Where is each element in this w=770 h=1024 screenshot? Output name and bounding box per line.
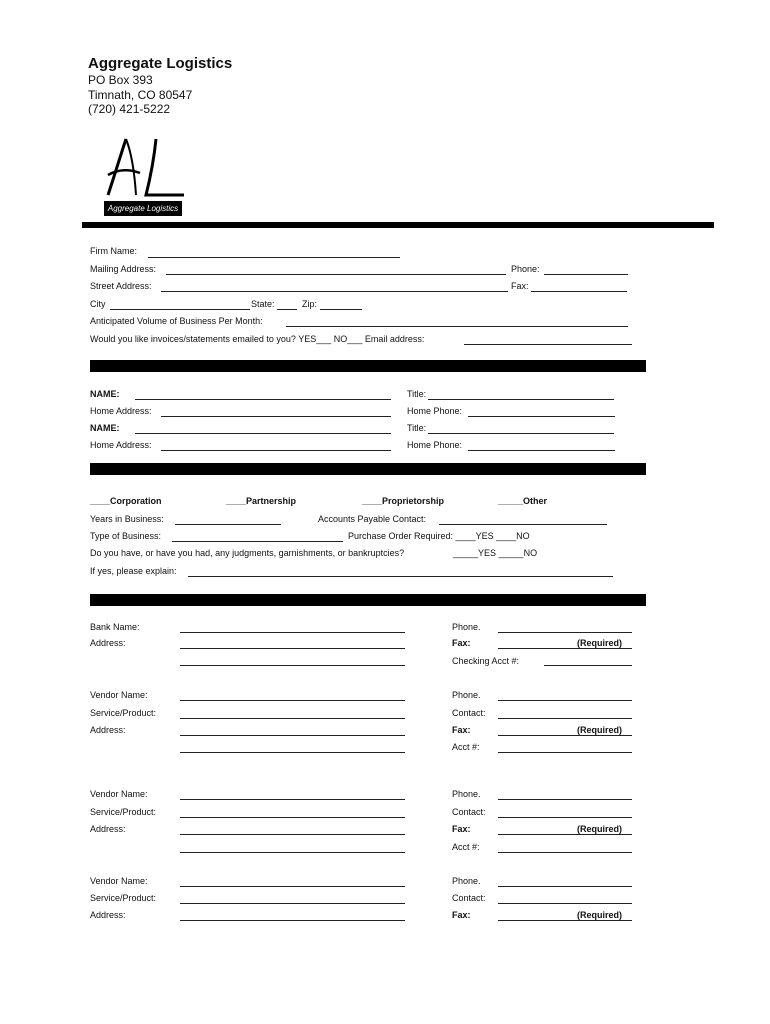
vendor-1-phone-label: Phone. [452,690,481,700]
logo-monogram-icon [104,135,184,201]
company-phone: (720) 421-5222 [88,102,171,116]
company-name: Aggregate Logistics [88,55,233,72]
company-address-line-2: Timnath, CO 80547 [88,88,193,102]
bank-fax-required: (Required) [577,638,622,648]
principal-2-home-address-label: Home Address: [90,440,152,450]
principal-2-name-label: NAME: [90,423,120,433]
mailing-address-label: Mailing Address: [90,264,157,274]
vendor-3-phone-field[interactable] [498,886,632,887]
explain-label: If yes, please explain: [90,566,177,576]
city-field[interactable] [110,309,250,310]
vendor-1-fax-label: Fax: [452,725,471,735]
corporation-option[interactable]: ____Corporation [90,496,162,506]
vendor-3-service-field[interactable] [180,903,405,904]
firm-name-field[interactable] [148,257,400,258]
company-logo [104,135,184,219]
principal-1-home-address-field[interactable] [161,416,391,417]
logo-caption: Aggregate Logistics [104,201,182,216]
company-address-line-1: PO Box 393 [88,73,153,87]
principal-1-home-address-label: Home Address: [90,406,152,416]
firm-name-label: Firm Name: [90,246,137,256]
firm-phone-label: Phone: [511,264,540,274]
bank-phone-label: Phone. [452,622,481,632]
partnership-option[interactable]: ____Partnership [226,496,297,506]
vendor-2-fax-required: (Required) [577,824,622,834]
vendor-3-name-field[interactable] [180,886,405,887]
principal-1-title-label: Title: [407,389,427,399]
section-bar-business [90,463,646,475]
vendor-2-acct-label: Acct #: [452,842,480,852]
vendor-2-name-field[interactable] [180,799,405,800]
judgments-answer[interactable]: _____YES _____NO [453,548,538,558]
vendor-2-name-label: Vendor Name: [90,789,148,799]
firm-fax-label: Fax: [511,281,529,291]
principal-1-name-field[interactable] [135,399,391,400]
email-address-field[interactable] [464,344,632,345]
city-label: City [90,299,106,309]
vendor-2-phone-field[interactable] [498,799,632,800]
vendor-1-address-field-2[interactable] [180,752,405,753]
checking-acct-field[interactable] [544,665,632,666]
vendor-2-acct-field[interactable] [498,852,632,853]
principal-2-title-field[interactable] [428,433,614,434]
proprietorship-option[interactable]: ____Proprietorship [362,496,445,506]
principal-2-home-address-field[interactable] [161,450,391,451]
checking-acct-label: Checking Acct #: [452,656,520,666]
principal-2-name-field[interactable] [135,433,391,434]
vendor-2-contact-label: Contact: [452,807,486,817]
bank-name-label: Bank Name: [90,622,140,632]
vendor-1-name-label: Vendor Name: [90,690,148,700]
vendor-3-fax-required: (Required) [577,910,622,920]
mailing-address-field[interactable] [166,274,506,275]
firm-fax-field[interactable] [531,291,627,292]
vendor-3-fax-label: Fax: [452,910,471,920]
bank-name-field[interactable] [180,632,405,633]
vendor-1-address-field-1[interactable] [180,735,405,736]
principal-2-title-label: Title: [407,423,427,433]
zip-label: Zip: [302,299,318,309]
header-divider [82,222,714,228]
vendor-1-acct-label: Acct #: [452,742,480,752]
years-in-business-label: Years in Business: [90,514,164,524]
bank-address-label: Address: [90,638,126,648]
principal-2-home-phone-field[interactable] [468,450,615,451]
vendor-3-contact-label: Contact: [452,893,486,903]
zip-field[interactable] [320,309,362,310]
vendor-1-address-label: Address: [90,725,126,735]
bank-phone-field[interactable] [498,632,632,633]
principal-2-home-phone-label: Home Phone: [407,440,463,450]
vendor-2-service-field[interactable] [180,817,405,818]
vendor-3-fax-field[interactable] [498,920,632,921]
section-bar-references [90,594,646,606]
vendor-1-service-field[interactable] [180,718,405,719]
vendor-1-name-field[interactable] [180,700,405,701]
vendor-3-service-label: Service/Product: [90,893,157,903]
vendor-3-contact-field[interactable] [498,903,632,904]
vendor-3-address-field-1[interactable] [180,920,405,921]
vendor-2-address-label: Address: [90,824,126,834]
principal-1-name-label: NAME: [90,389,120,399]
vendor-2-address-field-1[interactable] [180,834,405,835]
volume-label: Anticipated Volume of Business Per Month: [90,316,263,326]
principal-1-home-phone-field[interactable] [468,416,615,417]
volume-field[interactable] [286,326,628,327]
vendor-3-name-label: Vendor Name: [90,876,148,886]
vendor-3-address-label: Address: [90,910,126,920]
vendor-1-contact-field[interactable] [498,718,632,719]
years-in-business-field[interactable] [175,524,281,525]
street-address-label: Street Address: [90,281,152,291]
vendor-2-fax-label: Fax: [452,824,471,834]
po-required-question: Purchase Order Required: ____YES ____NO [348,531,530,541]
vendor-2-phone-label: Phone. [452,789,481,799]
other-option[interactable]: _____Other [498,496,548,506]
type-of-business-label: Type of Business: [90,531,162,541]
state-field[interactable] [277,309,297,310]
street-address-field[interactable] [161,291,508,292]
vendor-2-contact-field[interactable] [498,817,632,818]
vendor-1-fax-field[interactable] [498,735,632,736]
vendor-1-service-label: Service/Product: [90,708,157,718]
vendor-1-contact-label: Contact: [452,708,486,718]
invoices-question: Would you like invoices/statements emailed to you? YES___ NO___ Email address: [90,334,425,344]
ap-contact-field[interactable] [439,524,607,525]
vendor-1-phone-field[interactable] [498,700,632,701]
principal-1-title-field[interactable] [428,399,614,400]
explain-field[interactable] [188,576,613,577]
vendor-2-fax-field[interactable] [498,834,632,835]
vendor-2-address-field-2[interactable] [180,852,405,853]
bank-address-field-2[interactable] [180,665,405,666]
bank-fax-field[interactable] [498,648,632,649]
principal-1-home-phone-label: Home Phone: [407,406,463,416]
ap-contact-label: Accounts Payable Contact: [318,514,427,524]
vendor-1-acct-field[interactable] [498,752,632,753]
firm-phone-field[interactable] [544,274,628,275]
section-bar-principals [90,360,646,372]
state-label: State: [251,299,275,309]
bank-fax-label: Fax: [452,638,471,648]
type-of-business-field[interactable] [172,541,343,542]
vendor-1-fax-required: (Required) [577,725,622,735]
judgments-question: Do you have, or have you had, any judgments, garnishments, or bankruptcies? [90,548,405,558]
vendor-3-phone-label: Phone. [452,876,481,886]
bank-address-field-1[interactable] [180,648,405,649]
vendor-2-service-label: Service/Product: [90,807,157,817]
